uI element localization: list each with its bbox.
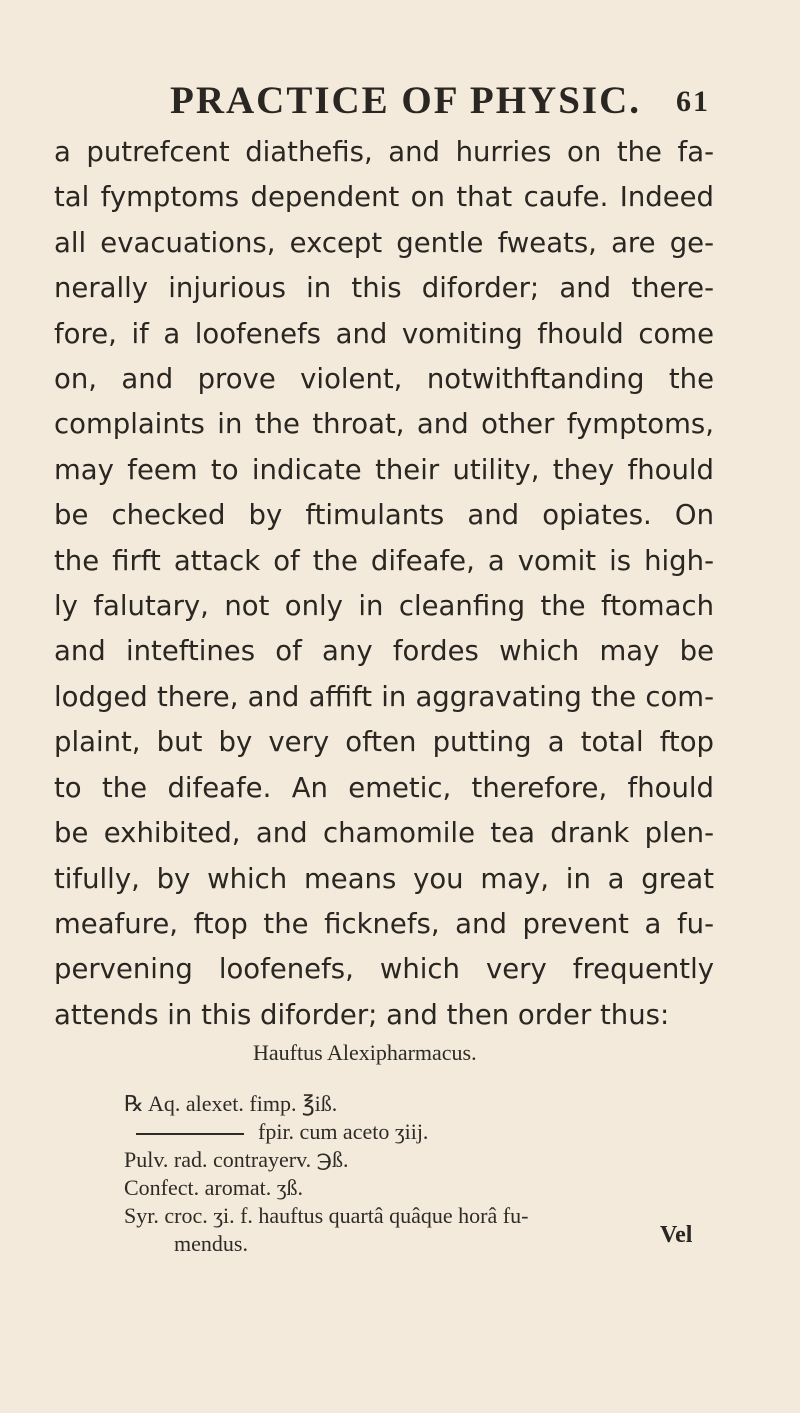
page-number: 61 (676, 85, 710, 118)
recipe-title: Hauftus Alexipharmacus. (253, 1040, 477, 1065)
recipe-line: ℞ Aq. alexet. fimp. ℥iß. (124, 1091, 338, 1116)
text-line: on, and prove violent, notwithftanding the (54, 363, 714, 396)
text-line: lodged there, and affift in aggravating the com- (54, 680, 714, 713)
text-line: pervening loofenefs, which very frequently (54, 953, 714, 986)
recipe-line: Syr. croc. ʒi. f. hauftus quartâ quâque horâ fu- (124, 1203, 529, 1228)
text-line: may feem to indicate their utility, they fhould (54, 453, 714, 486)
text-line: be exhibited, and chamomile tea drank plen- (54, 817, 714, 850)
text-line: to the difeafe. An emetic, therefore, fhould (54, 771, 714, 804)
text-line: and inteftines of any fordes which may be (54, 635, 714, 668)
text-line: fore, if a loofenefs and vomiting fhould come (54, 317, 714, 350)
recipe-line: Confect. aromat. ʒß. (124, 1175, 303, 1200)
recipe-ingredients (124, 1090, 528, 1258)
header-title: PRACTICE OF PHYSIC. (170, 79, 641, 122)
text-line: a putrefcent diathefis, and hurries on the fa- (54, 136, 714, 168)
text-line: plaint, but by very often putting a total ftop (54, 726, 714, 759)
text-line: nerally injurious in this diforder; and there- (54, 272, 714, 305)
text-line: tal fymptoms dependent on that caufe. Indeed (54, 181, 714, 214)
text-line: meafure, ftop the ficknefs, and prevent a fu- (54, 907, 714, 940)
running-header (170, 78, 710, 123)
text-line: complaints in the throat, and other fymptoms, (54, 408, 714, 441)
text-line: ly falutary, not only in cleanfing the ftomach (54, 590, 714, 623)
text-line: all evacuations, except gentle fweats, are ge- (54, 226, 714, 259)
text-line: attends in this diforder; and then order thus: (54, 998, 670, 1031)
ditto-dash (136, 1133, 244, 1135)
text-line: the firft attack of the difeafe, a vomit is high- (54, 544, 714, 577)
body-paragraph (54, 130, 714, 1038)
text-line: be checked by ftimulants and opiates. On (54, 499, 714, 532)
recipe-line-text: fpir. cum aceto ʒiij. (258, 1119, 429, 1144)
recipe-line: mendus. (174, 1231, 248, 1256)
catchword: Vel (660, 1222, 693, 1248)
recipe-line: Pulv. rad. contrayerv. ℈ß. (124, 1147, 349, 1172)
text-line: tifully, by which means you may, in a great (54, 862, 714, 895)
recipe-line-dashed (124, 1118, 528, 1146)
